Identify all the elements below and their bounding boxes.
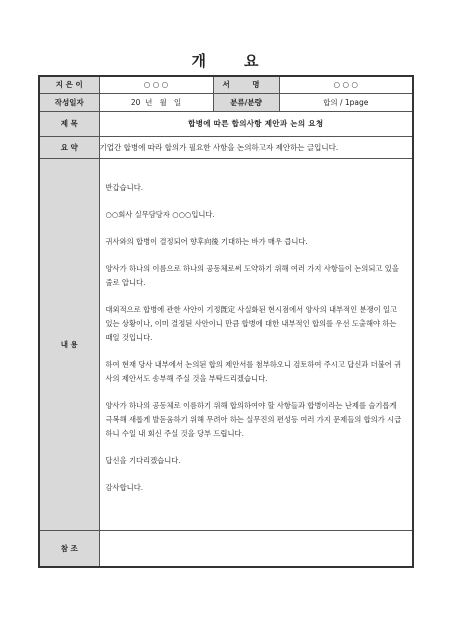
category-label: 분류/분량: [213, 93, 279, 111]
paragraph: 양사가 하나의 공동체로 이름하기 위해 합의하여야 할 사항들과 합병이라는 난제를 슬기롭게 극복해 새롭게 발돋움하기 위해 무려아 하는 실무진의 편성등 여러 가지 문제들의 합의가 시급하니 수일 내 회신 주실 것을 당부 드립니다.: [105, 400, 402, 438]
date-value: 20 년 월 일: [99, 93, 213, 111]
author-label: 지 은 이: [39, 76, 99, 93]
reference-row: [39, 530, 413, 567]
content-label: 내 용: [39, 158, 99, 530]
paragraph: 양사가 하나의 이름으로 하나의 공동체로써 도약하기 위해 여러 가지 사항들이 논의되고 있을 줄로 압니다.: [105, 263, 399, 287]
subject-row: [39, 111, 413, 136]
date-label: 작성일자: [39, 93, 99, 111]
subject-label: 제 목: [39, 111, 99, 136]
paragraph: ○○회사 실무담당자 ○○○입니다.: [105, 209, 215, 219]
author-row: [39, 76, 413, 93]
summary-label: 요 약: [39, 136, 99, 158]
signature-label: 서 명: [213, 76, 279, 93]
signature-value: ○ ○ ○: [279, 76, 413, 93]
reference-value: [99, 530, 413, 567]
paragraph: 감사합니다.: [105, 482, 144, 492]
document-title: [0, 50, 450, 71]
title-char-1: 개: [191, 52, 206, 70]
content-body: [99, 158, 413, 530]
paragraph: 귀사와의 합병이 결정되어 향후向後 기대하는 바가 매우 큽니다.: [105, 236, 308, 246]
subject-value: 합병에 따른 합의사항 제안과 논의 요청: [99, 111, 413, 136]
paragraph: 대외적으로 합병에 관한 사안이 기정旣定 사실화된 현시점에서 양사의 내부적인 분쟁이 일고 있는 상황이나, 이미 결정된 사안이니 만큼 합병에 대한 내부적인 합의를 우선 도출해야 하는 때일 것입니다.: [105, 304, 398, 342]
paragraph: 반갑습니다.: [105, 182, 144, 192]
paragraph: 하여 현재 당사 내부에서 논의된 합의 제안서를 첨부하오니 검토하여 주시고 답신과 더불어 귀사의 제안서도 송부해 주실 것을 부탁드리겠습니다.: [105, 359, 402, 383]
date-row: [39, 93, 413, 111]
title-char-2: 요: [244, 52, 259, 70]
category-value: 합의 / 1page: [279, 93, 413, 111]
content-row: [39, 158, 413, 530]
reference-label: 참 조: [39, 530, 99, 567]
author-value: ○ ○ ○: [99, 76, 213, 93]
summary-value: 기업간 합병에 따라 합의가 필요한 사항을 논의하고자 제안하는 글입니다.: [99, 136, 413, 158]
paragraph: 답신을 기다리겠습니다.: [105, 455, 181, 465]
summary-row: [39, 136, 413, 158]
summary-form-table: [38, 75, 414, 568]
